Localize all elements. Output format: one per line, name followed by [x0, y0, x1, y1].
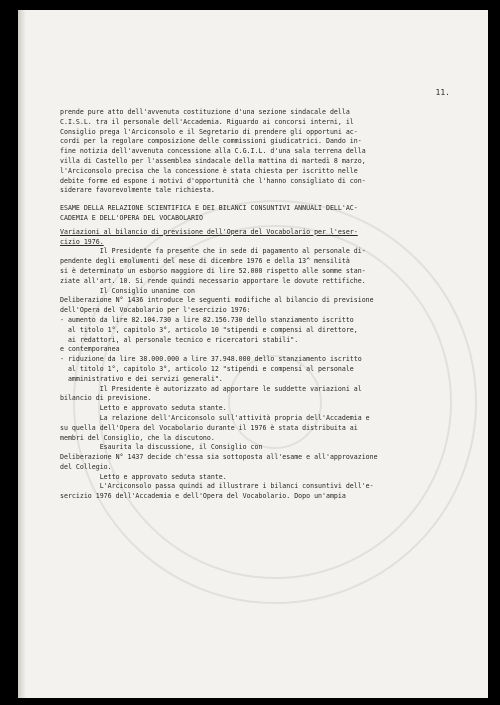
- text-line: - riduzione da lire 38.000.000 a lire 37.948.000 dello stanziamento iscritto: [60, 355, 362, 364]
- text-line: villa di Castello per l'assemblea sindacale della mattina di martedì 8 marzo,: [60, 156, 366, 165]
- text-line: Letto e approvato seduta stante.: [60, 404, 227, 413]
- text-line: ziate all'art. 10. Si rende quindi necessario apportare le dovute rettifiche.: [60, 276, 366, 285]
- text-line: si è determinato un esborso maggiore di lire 52.000 rispetto alle somme stan-: [60, 266, 366, 275]
- section-heading: [60, 204, 460, 224]
- page-spine-shadow: [18, 10, 26, 698]
- text-line: fine notizia dell'avvenuta concessione alla C.G.I.L. d'una sala terrena della: [60, 147, 366, 156]
- paragraph-variazioni: [60, 247, 460, 502]
- text-line: Deliberazione N° 1437 decide ch'essa sia sottoposta all'esame e all'approvazione: [60, 453, 378, 462]
- paragraph-sindacale: [60, 108, 460, 196]
- text-line: prende pure atto dell'avvenuta costituzione d'una sezione sindacale della: [60, 108, 350, 116]
- text-line: Il Presidente è autorizzato ad apportare le suddette variazioni al: [60, 384, 362, 393]
- text-line: Deliberazione N° 1436 introduce le seguenti modifiche al bilancio di previsione: [60, 296, 374, 305]
- subheading-line: Variazioni al bilancio di previsione dell'Opera del Vocabolario per l'eser-: [60, 227, 358, 236]
- document-body: [60, 108, 460, 502]
- text-line: debite forme ed espone i motivi d'opportunità che l'hanno consigliato di con-: [60, 176, 366, 185]
- text-line: L'Arciconsolo passa quindi ad illustrare i bilanci consuntivi dell'e-: [60, 482, 374, 491]
- page-number: 11.: [435, 88, 450, 97]
- text-line: su quella dell'Opera del Vocabolario durante il 1976 è stata distribuita ai: [60, 423, 358, 432]
- text-line: cordi per la regolare composizione delle commissioni giudicatrici. Dando in-: [60, 137, 362, 146]
- text-line: del Collegio.: [60, 462, 112, 471]
- text-line: bilancio di previsione.: [60, 394, 152, 403]
- text-line: Letto e approvato seduta stante.: [60, 472, 227, 481]
- text-line: Il Presidente fa presente che in sede di pagamento al personale di-: [60, 247, 366, 256]
- text-line: membri del Consiglio, che la discutono.: [60, 433, 215, 442]
- text-line: al titolo 1°, capitolo 3°, articolo 12 "stipendi e compensi al personale: [60, 364, 354, 373]
- subheading-line: cizio 1976.: [60, 237, 104, 246]
- text-line: sercizio 1976 dell'Accademia e dell'Opera del Vocabolario. Dopo un'ampia: [60, 492, 346, 501]
- text-line: l'Arciconsolo precisa che la concessione è stata chiesta per iscritto nelle: [60, 166, 358, 175]
- text-line: Esaurita la discussione, il Consiglio con: [60, 443, 263, 452]
- heading-line: ESAME DELLA RELAZIONE SCIENTIFICA E DEI BILANCI CONSUNTIVI ANNUALI DELL'AC-: [60, 204, 358, 213]
- text-line: amministrativo e dei servizi generali".: [60, 374, 223, 383]
- text-line: ai redattori, al personale tecnico e ricercatori stabili".: [60, 335, 299, 344]
- text-line: dell'Opera del Vocabolario per l'esercizio 1976:: [60, 306, 251, 315]
- text-line: e contemporanea: [60, 345, 120, 354]
- document-page: [18, 10, 488, 698]
- text-line: - aumento da lire 82.104.730 a lire 82.156.730 dello stanziamento iscritto: [60, 315, 354, 324]
- text-line: Consiglio prega l'Arciconsolo e il Segretario di prendere gli opportuni ac-: [60, 127, 358, 136]
- text-line: al titolo 1°, capitolo 3°, articolo 10 "stipendi e compensi al direttore,: [60, 325, 358, 334]
- text-line: siderare favorevolmente tale richiesta.: [60, 186, 215, 195]
- text-line: La relazione dell'Arciconsolo sull'attività propria dell'Accademia e: [60, 413, 370, 422]
- section-subheading: [60, 228, 460, 248]
- text-line: Il Consiglio unanime con: [60, 286, 195, 295]
- text-line: C.I.S.L. tra il personale dell'Accademia. Riguardo ai concorsi interni, il: [60, 117, 354, 126]
- heading-line: CADEMIA E DELL'OPERA DEL VOCABOLARIO: [60, 213, 203, 222]
- text-line: pendente degli emolumenti del mese di dicembre 1976 e della 13^ mensilità: [60, 257, 350, 266]
